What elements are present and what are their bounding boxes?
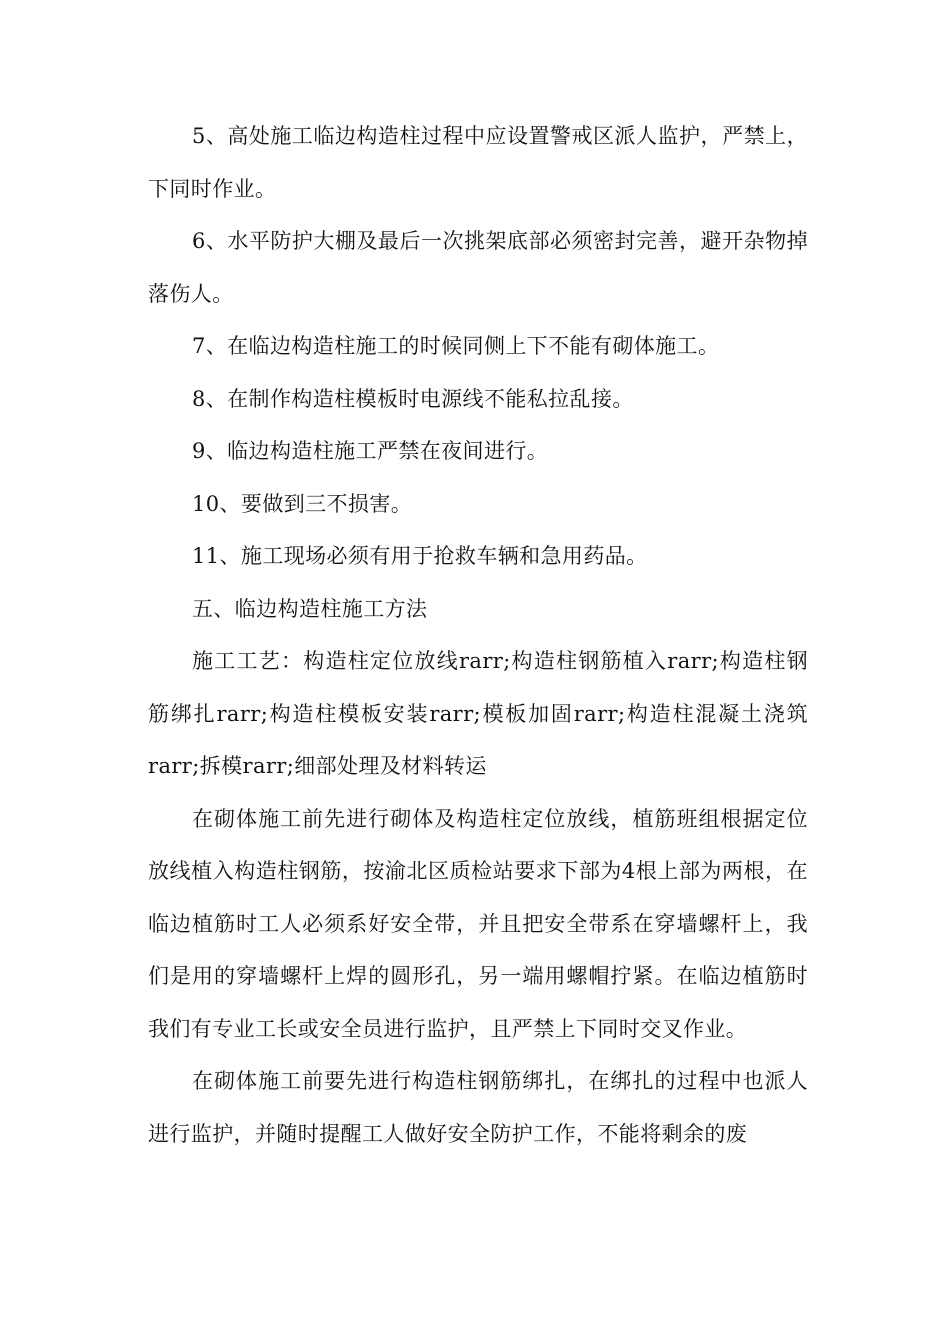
body-paragraph: 在砌体施工前要先进行构造柱钢筋绑扎，在绑扎的过程中也派人进行监护，并随时提醒工人做好安全防护工作，不能将剩余的废 — [148, 1069, 808, 1146]
paragraph-item-9: 9、临边构造柱施工严禁在夜间进行。 — [192, 439, 549, 463]
section-heading: 五、临边构造柱施工方法 — [192, 596, 428, 621]
body-paragraph: 在砌体施工前先进行砌体及构造柱定位放线，植筋班组根据定位放线植入构造柱钢筋，按渝北区质检站要求下部为4根上部为两根，在临边植筋时工人必须系好安全带，并且把安全带系在穿墙螺杆上，我们是用的穿墙螺杆上焊的圆形孔，另一端用螺帽拧紧。在临边植筋时我们有专业工长或安全员进行监护，且严禁上下同时交叉作业。 — [148, 806, 808, 1041]
paragraph-item-6: 6、水平防护大棚及最后一次挑架底部必须密封完善，避开杂物掉落伤人。 — [148, 229, 808, 306]
process-paragraph: 施工工艺：构造柱定位放线rarr;构造柱钢筋植入rarr;构造柱钢筋绑扎rarr;构造柱模板安装rarr;模板加固rarr;构造柱混凝土浇筑rarr;拆模rarr;细部处理及材料转运 — [148, 649, 808, 778]
paragraph-item-10: 10、要做到三不损害。 — [192, 491, 413, 516]
paragraph-item-5: 5、高处施工临边构造柱过程中应设置警戒区派人监护，严禁上，下同时作业。 — [148, 124, 808, 201]
paragraph-item-11: 11、施工现场必须有用于抢救车辆和急用药品。 — [192, 544, 648, 568]
paragraph-item-8: 8、在制作构造柱模板时电源线不能私拉乱接。 — [192, 386, 634, 411]
document-body — [148, 110, 808, 1160]
paragraph-item-7: 7、在临边构造柱施工的时候同侧上下不能有砌体施工。 — [192, 334, 720, 358]
